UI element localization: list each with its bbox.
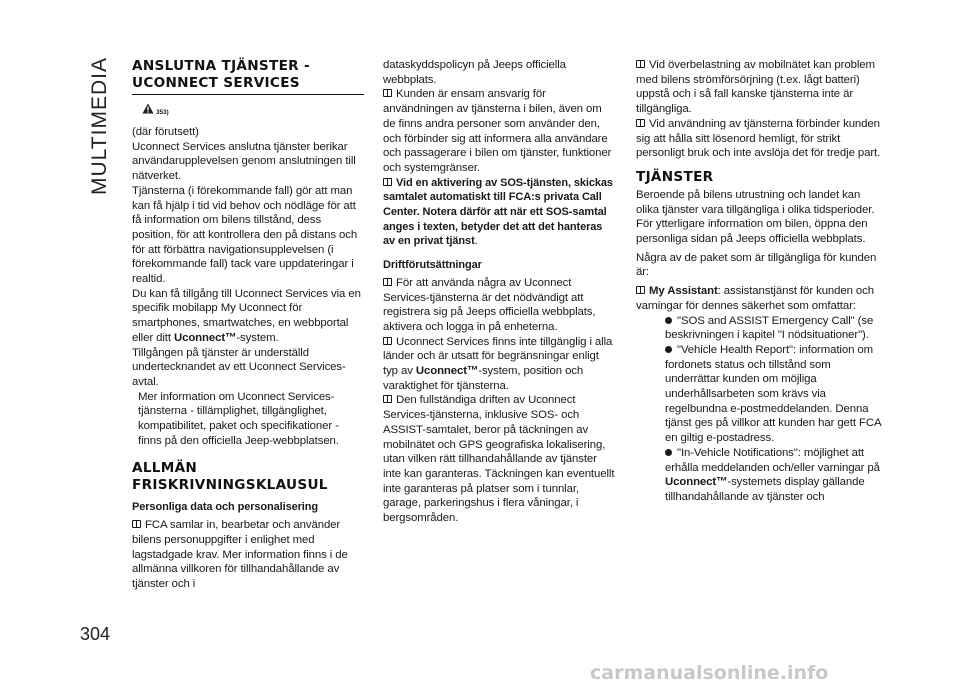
subheading: Personliga data och personalisering bbox=[132, 501, 318, 514]
section-title-disclaimer: ALLMÄN FRISKRIVNINGSKLAUSUL bbox=[132, 460, 328, 494]
paragraph: Beroende på bilens utrustning och landet kan olika tjänster vara tillgängliga i olika tidsperioder. För ytterligare information om bilen, öppna den personliga sidan på Jeeps officiella webbplats. bbox=[636, 188, 875, 246]
book-icon bbox=[636, 119, 645, 127]
bullet-icon bbox=[665, 346, 672, 353]
warning-reference: 353) bbox=[142, 103, 364, 121]
paragraph: Tjänsterna (i förekommande fall) gör att man kan få hjälp i tid vid behov och nödläge för att få information om bilens tillstånd, dess position, för att kontrollera den på distans och för att förbättra navigationsupplevelsen (i förekommande fall) tack vare uppdateringar i realtid. bbox=[132, 184, 358, 286]
column-3 bbox=[636, 58, 882, 505]
bullet-icon bbox=[665, 449, 672, 456]
book-icon bbox=[383, 178, 392, 186]
page-number: 304 bbox=[80, 624, 111, 644]
paragraph: (där förutsett) bbox=[132, 126, 199, 138]
column-2 bbox=[383, 58, 615, 526]
paragraph: Du kan få tillgång till Uconnect Services via en specifik mobilapp My Uconnect för smartphones, smartwatches, en webbportal eller ditt Uconnect™-system. bbox=[132, 287, 361, 344]
paragraph: Några av de paket som är tillgängliga för kunden är: bbox=[636, 251, 877, 279]
paragraph-bold: Vid en aktivering av SOS-tjänsten, skickas samtalet automatiskt till FCA:s privata Call Center. Notera därför att när ett SOS-samtal anges i texten, betyder det att det hanteras av en privat tjänst. bbox=[383, 176, 613, 248]
paragraph: Den fullständiga driften av Uconnect Services-tjänsterna, inklusive SOS- och ASSIST-samtalet, beror på täckningen av mobilnätet och GPS geografiska lokalisering, utan vilken rätt tillhandahållande av tjänster inte kan garanteras. Täckningen kan eventuellt inte garanteras på platser som i tunnlar, garage, parkeringshus i flera våningar, i bergsområden. bbox=[383, 394, 615, 525]
list-item: "In-Vehicle Notifications": möjlighet att erhålla meddelanden och/eller varningar på Uconnect™-systemets display gällande tillhandahållande av tjänster och bbox=[665, 446, 880, 503]
watermark: carmanualsonline.info bbox=[590, 664, 829, 683]
paragraph: Vid användning av tjänsterna förbinder kunden sig att hålla sitt lösenord hemligt, för strikt personligt bruk och inte avslöja det för tredje part. bbox=[636, 117, 881, 160]
bullet-icon bbox=[665, 317, 672, 324]
section-title-services: TJÄNSTER bbox=[636, 168, 714, 185]
paragraph: FCA samlar in, bearbetar och använder bilens personuppgifter i enlighet med lagstadgade krav. Mer information finns i de allmänna villkoren för tillhandahållande av tjänster och i bbox=[132, 519, 348, 590]
subheading: Driftförutsättningar bbox=[383, 259, 482, 272]
list-item: "SOS and ASSIST Emergency Call" (se beskrivningen i kapitel "I nödsituationer"). bbox=[665, 314, 874, 342]
side-section-title: MULTIMEDIA bbox=[88, 57, 112, 195]
paragraph: dataskyddspolicyn på Jeeps officiella webbplats. bbox=[383, 59, 566, 86]
book-icon bbox=[132, 520, 141, 528]
paragraph: Mer information om Uconnect Services-tjänsterna - tillämplighet, tillgänglighet, kompatibilitet, paket och specifikationer - finns på den officiella Jeep-webbplatsen. bbox=[138, 390, 339, 447]
list-item: "Vehicle Health Report": information om fordonets status och tillstånd som underrättar kunden om möjliga underhållsarbeten som krävs via regelbundna e-postmeddelanden. Denna tjänst ges på villkor att kunden har gett FCA en giltig e-postadress. bbox=[665, 343, 881, 445]
book-icon bbox=[383, 278, 392, 286]
book-icon bbox=[636, 286, 645, 294]
paragraph: Tillgången på tjänster är underställd undertecknandet av ett Uconnect Services-avtal. bbox=[132, 346, 346, 388]
column-1 bbox=[132, 58, 364, 592]
book-icon bbox=[383, 89, 392, 97]
paragraph: Uconnect Services finns inte tillgänglig i alla länder och är utsatt för begränsningar enligt typ av Uconnect™-system, position och varaktighet för tjänsterna. bbox=[383, 335, 613, 392]
warning-triangle-icon bbox=[142, 103, 154, 114]
book-icon bbox=[383, 395, 392, 403]
paragraph: Kunden är ensam ansvarig för användningen av tjänsterna i bilen, även om de finns andra personer som använder den, och förbinder sig att informera alla användare och passagerare i bilen om tjänster, funktioner och systemgränser. bbox=[383, 88, 612, 174]
section-title-connected-services: ANSLUTNA TJÄNSTER - UCONNECT SERVICES bbox=[132, 58, 364, 95]
book-icon bbox=[636, 60, 645, 68]
paragraph: My Assistant: assistanstjänst för kunden och varningar för dennes säkerhet som omfattar: bbox=[636, 285, 874, 312]
book-icon bbox=[383, 337, 392, 345]
paragraph: För att använda några av Uconnect Services-tjänsterna är det nödvändigt att registrera sig på Jeeps officiella webbplats, aktivera och logga in på enheterna. bbox=[383, 276, 596, 333]
paragraph: Vid överbelastning av mobilnätet kan problem med bilens strömförsörjning (t.ex. lågt batteri) uppstå och i så fall kanske tjänsterna inte är tillgängliga. bbox=[636, 59, 875, 116]
paragraph: Uconnect Services anslutna tjänster berikar användarupplevelsen genom anslutningen till nätverket. bbox=[132, 140, 356, 183]
